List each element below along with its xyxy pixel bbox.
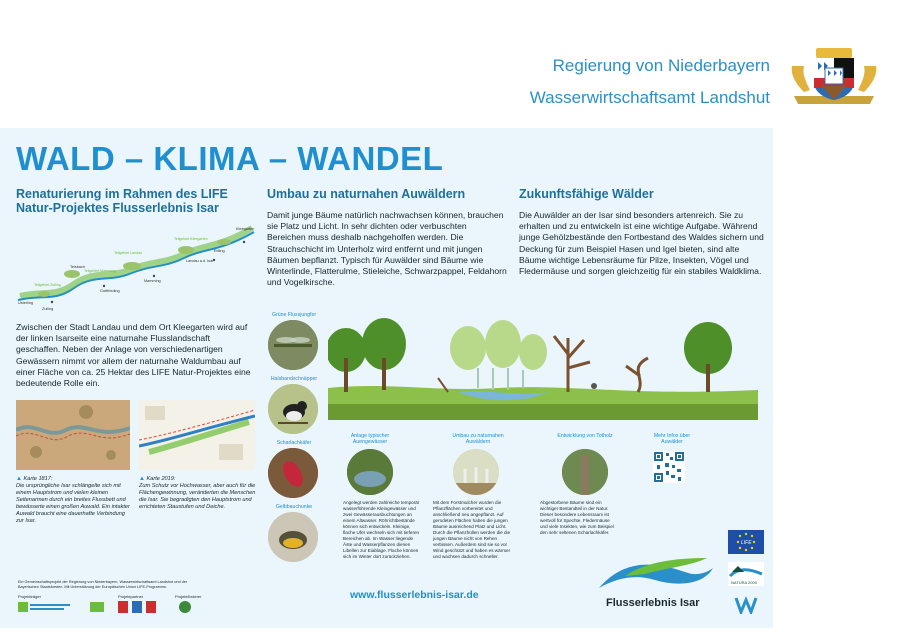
map-place-label: Usterling [18, 301, 33, 305]
flusserlebnis-wave-icon [595, 552, 715, 602]
flycatcher-photo [268, 384, 318, 434]
natura-2000-icon [728, 562, 764, 586]
deadwood-photo [562, 449, 608, 495]
col1-body: Zwischen der Stadt Landau und dem Ort Kleegarten wird auf der linken Isarseite eine naturnahe Flusslandschaft geschaffen. Neben der Anlage von verschiedenartigen Gewässern nimmt vor allem der naturnahe Waldumbau auf einer Fläche von ca. 25 Hektar des LIFE Natur-Projektes eine bedeutende Rolle ein. [16, 322, 251, 389]
step-label: Umbau zu naturnahen Auwäldern [452, 433, 504, 445]
map-2019-image [139, 400, 255, 470]
footer-label: Projektpartner [118, 594, 144, 599]
natura-logo-text: NATURA 2000 [731, 580, 757, 585]
col1-heading [16, 187, 256, 215]
map-place-label: Mamming [144, 279, 161, 283]
step-text: Abgestorbene Bäume sind ein wichtiger Bestandteil in der Natur. Dieser besondere Lebensraum ist wertvoll für Spechte, Fledermäuse und viele Insekten, wie zum Beispiel den sehr seltenen Scharlachkäfer. [540, 500, 614, 535]
more-info-label: Mehr Infos über Auwälder [653, 433, 691, 445]
footer-label: Projektträger [18, 594, 41, 599]
beetle-photo [268, 448, 318, 498]
header-regierung: Regierung von Niederbayern [552, 56, 770, 75]
svg-text:Teilgebiet Zulling: Teilgebiet Zulling [34, 283, 61, 287]
map-1817-image [16, 400, 130, 470]
page-title: WALD – KLIMA – WANDEL [16, 140, 444, 177]
map-2019-caption-title: Karte 2019: [146, 476, 176, 482]
map-2019-caption-text: Zum Schutz vor Hochwasser, aber auch für die Flächengewinnung, veränderten die Menschen die Isar. Sie begradigten den Hauptstrom und errichteten Staustufen und Deiche. [139, 483, 256, 510]
river-map [14, 222, 259, 312]
life-logo-text: LIFE [741, 540, 752, 546]
partner-crests [118, 600, 160, 614]
col1-heading-line1: Renaturierung im Rahmen des LIFE [16, 187, 228, 201]
step-label: Anlage typischer Auengewässer [350, 433, 390, 445]
svg-text:Teilgebiet Kleegarten: Teilgebiet Kleegarten [174, 237, 208, 241]
triangle-icon: ▲ [139, 476, 145, 482]
species-label: Grüne Flussjungfer [271, 312, 317, 318]
col2-body: Damit junge Bäume natürlich nachwachsen können, brauchen sie Platz und Licht. In sehr dichten oder verbuschten Bereichen muss deshalb nachgeholfen werden. Die Strauchschicht im Unterholz wird entfernt und mit jungen Bäumen bepflanzt. Typisch für Auwälder sind Bäume wie Winterlinde, Flatterulme, Stieleiche, Schwarzpappel, Feldahorn und Vogelkirsche. [267, 210, 507, 288]
eu-flag-icon [728, 530, 764, 554]
step-text: Angelegt werden zahlreiche temporär wasserführende Kleingewässer und zwei Gewässerausbuchtungen an einem Altwasser. Röhrichtbestände können sich entwickeln. Kleinige, flache Ufer wechseln sich mit tieferen Bereichen ab. Im Wasser liegende Äste und Wasserpflanzen dienen Libellen zur Eiablage. Flache können sich im Winter dort zurückziehen. [343, 500, 420, 559]
map-place-label: Gottfrieding [100, 289, 120, 293]
step-label: Entwicklung von Totholz [557, 433, 613, 439]
header-wasserwirtschaftsamt: Wasserwirtschaftsamt Landshut [529, 88, 770, 107]
map-1817-caption-text: Die ursprüngliche Isar schlängelte sich mit einem Hauptstrom und vielen kleinen Seitenarmen durch ein breites Flussbett und bewässerte einen großen Auwald. Ein intakter Auwald braucht eine dauerhafte Verbindung zur Isar. [16, 483, 130, 524]
brand-name: Flusserlebnis Isar [606, 597, 700, 609]
species-label: Gelbbauchunke [275, 504, 313, 510]
partner-logos [18, 600, 108, 614]
map-1817-caption-title: Karte 1817: [23, 476, 53, 482]
coat-of-arms-icon [788, 46, 880, 108]
qr-code-icon[interactable] [653, 451, 685, 483]
forest-illustration [328, 318, 758, 420]
map-place-label: Teisbach [70, 265, 85, 269]
step-text: Mit dem Forstmulcher wurden die Pflanzflächen vorbereitet und anschließend neu angepflanzt. Auf gerodeten Flächen haben die jungen Bäume ausreichend Platz und Licht. Durch die Pflanzhüllen werden die die jungen Bäume nicht von Rehen verbissen. Außerdem sind sie so vor Wind geschützt und haben es wärmer und wachsen dadurch schneller. [433, 500, 511, 559]
map-1817-caption [16, 476, 134, 525]
map-place-label: Ettling [214, 249, 225, 253]
species-label: Scharlachkäfer [276, 440, 312, 446]
svg-text:Teilgebiet Landau: Teilgebiet Landau [114, 251, 143, 255]
dragonfly-photo [268, 320, 318, 370]
footer-label: Projektförderer [175, 594, 202, 599]
planting-photo [453, 449, 499, 495]
col3-heading: Zukunftsfähige Wälder [519, 187, 654, 201]
col1-heading-line2: Natur-Projektes Flusserlebnis Isar [16, 201, 219, 215]
map-place-label: Landau a.d. Isar [186, 259, 214, 263]
wwa-logo-icon [734, 594, 758, 614]
col2-heading: Umbau zu naturnahen Auwäldern [267, 187, 466, 201]
svg-text:Teilgebiet Mamming: Teilgebiet Mamming [84, 269, 116, 273]
footer-note: Ein Gemeinschaftsprojekt der Regierung von Niederbayern, Wasserwirtschaftsamt Landshut und der Bayerischen Staatsforsten. Mit Unterstützung der Europäischen Union LIFE-Programms. [18, 580, 188, 589]
website-link[interactable]: www.flusserlebnis-isar.de [350, 589, 479, 601]
map-place-label: Kleegarten [236, 227, 255, 231]
map-2019-caption [139, 476, 257, 511]
toad-photo [268, 512, 318, 562]
species-label: Halsbandschnäpper [270, 376, 318, 382]
col3-body: Die Auwälder an der Isar sind besonders artenreich. Sie zu erhalten und zu entwickeln ist eine wichtige Aufgabe. Während junge Gehölzbestände den Fortbestand des Waldes sichern und Deckung für zum Beispiel Hasen und Igel bieten, sind alte Bäume wichtige Lebensräume für Pilze, Insekten, Vögel und Fledermäuse und sorgen gleichzeitig für ein stabiles Waldklima. [519, 210, 764, 277]
map-place-label: Zulling [42, 307, 54, 311]
ponds-photo [347, 449, 393, 495]
funding-logo [178, 600, 192, 614]
triangle-icon: ▲ [16, 476, 22, 482]
